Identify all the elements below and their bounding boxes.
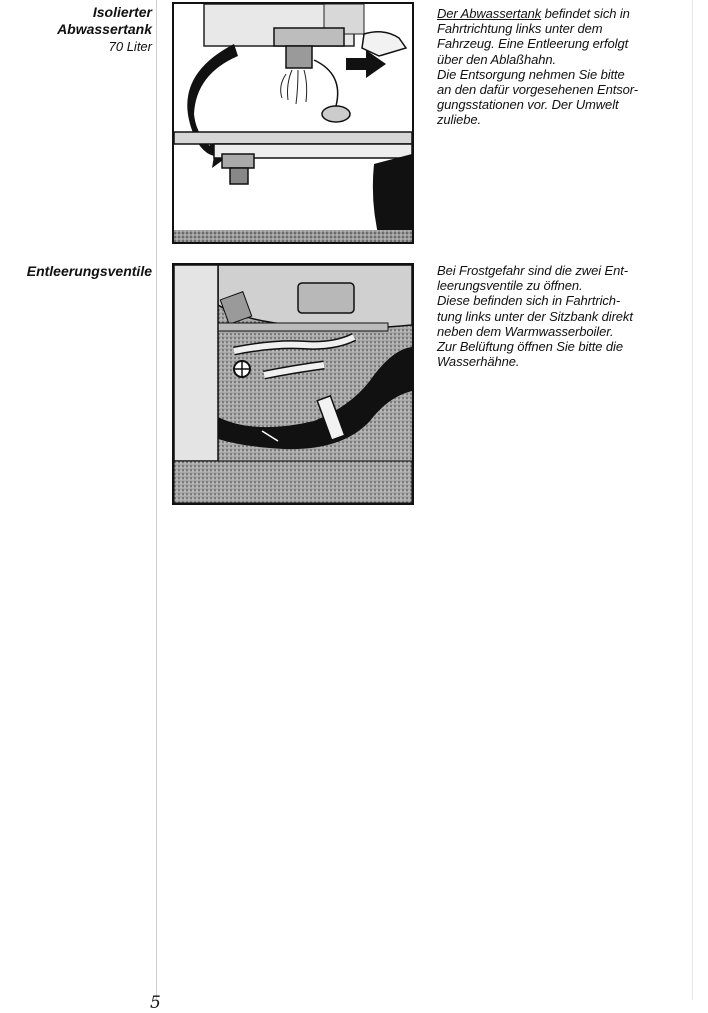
text-line: Fahrtrichtung links unter dem xyxy=(437,21,603,37)
text-line: Wasserhähne. xyxy=(437,354,520,370)
page-edge xyxy=(692,0,693,1000)
section-text-entleerungsventile xyxy=(437,263,687,369)
text-line-first xyxy=(437,6,687,21)
text-line: tung links unter der Sitzbank direkt xyxy=(437,308,633,324)
heading-line: Abwassertank xyxy=(57,21,152,37)
section-text-abwassertank xyxy=(437,6,687,128)
heading-subtitle: 70 Liter xyxy=(108,39,152,54)
wastewater-tank-drain-illustration xyxy=(172,2,414,244)
text-line: Bei Frostgefahr sind die zwei Ent- xyxy=(437,263,628,278)
page-number: 5 xyxy=(150,993,161,1013)
text-line: neben dem Warmwasserboiler. xyxy=(437,323,614,339)
heading-line: Entleerungsventile xyxy=(26,263,152,279)
text-line: gungsstationen vor. Der Umwelt xyxy=(437,97,619,113)
tank-term: Der Abwassertank xyxy=(437,6,542,21)
text-line: an den dafür vorgesehenen Entsor- xyxy=(437,82,638,98)
text-line: zuliebe. xyxy=(437,112,482,128)
text-line: befindet sich in xyxy=(541,6,630,21)
text-line: Die Entsorgung nehmen Sie bitte xyxy=(437,66,625,82)
text-line: über den Ablaßhahn. xyxy=(437,51,557,67)
section-heading-abwassertank xyxy=(57,4,152,55)
drain-valves-illustration xyxy=(172,263,414,505)
text-line: Fahrzeug. Eine Entleerung erfolgt xyxy=(437,36,629,52)
margin-rule xyxy=(156,0,157,1000)
text-line: leerungsventile zu öffnen. xyxy=(437,278,583,294)
section-heading-entleerungsventile xyxy=(27,263,152,280)
heading-line: Isolierter xyxy=(92,4,152,20)
text-line: Zur Belüftung öffnen Sie bitte die xyxy=(437,339,623,355)
text-line: Diese befinden sich in Fahrtrich- xyxy=(437,293,621,309)
